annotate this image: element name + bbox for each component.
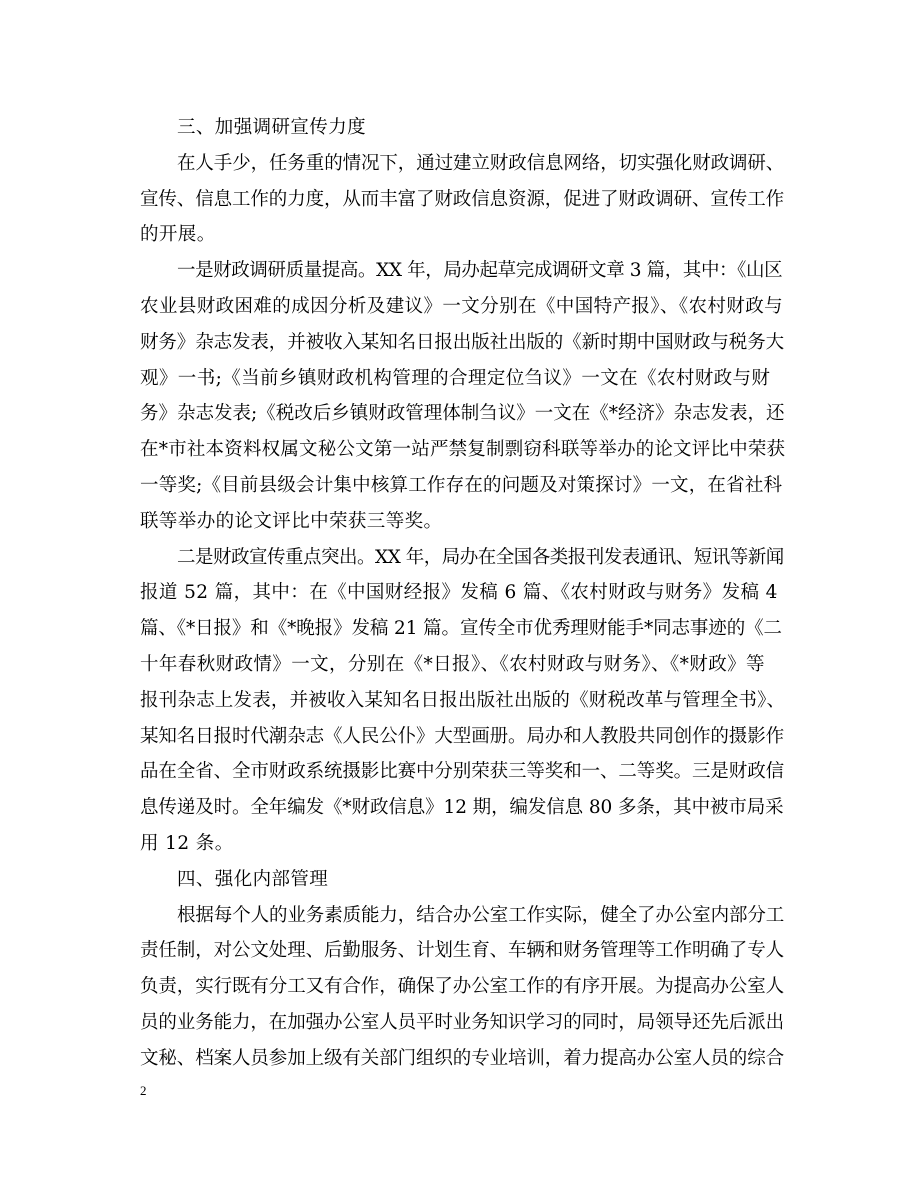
text-line: 在人手少，任务重的情况下，通过建立财政信息网络，切实强化财政调研、 bbox=[177, 152, 785, 174]
text-line: 负责，实行既有分工又有合作，确保了办公室工作的有序开展。为提高办公室人 bbox=[140, 976, 785, 998]
text-line: 一是财政调研质量提高。XX 年，局办起草完成调研文章 3 篇，其中：《山区 bbox=[177, 260, 783, 282]
text-line: 员的业务能力，在加强办公室人员平时业务知识学习的同时，局领导还先后派出 bbox=[140, 1011, 785, 1033]
paragraph-research bbox=[140, 253, 785, 539]
text-line: 十年春秋财政情》一文，分别在《*日报》、《农村财政与财务》、《*财政》等 bbox=[140, 653, 765, 675]
text-line: 根据每个人的业务素质能力，结合办公室工作实际，健全了办公室内部分工 bbox=[177, 904, 785, 926]
paragraph-publicity bbox=[140, 540, 785, 862]
text-line: 品在全省、全市财政系统摄影比赛中分别荣获三等奖和一、二等奖。三是财政信 bbox=[140, 761, 785, 783]
text-line: 三、加强调研宣传力度 bbox=[177, 117, 367, 138]
text-line: 报道 52 篇，其中：在《中国财经报》发稿 6 篇、《农村财政与财务》发稿 4 bbox=[140, 582, 778, 604]
section-heading-3 bbox=[140, 110, 785, 146]
text-line: 农业县财政困难的成因分析及建议》一文分别在《中国特产报》、《农村财政与 bbox=[140, 295, 784, 317]
section-heading-4 bbox=[140, 862, 785, 898]
paragraph-management bbox=[140, 898, 785, 1077]
text-line: 篇、《*日报》和《*晚报》发稿 21 篇。宣传全市优秀理财能手*同志事迹的《二 bbox=[140, 618, 782, 640]
text-line: 在*市社本资料权属文秘公文第一站严禁复制剽窃科联等举办的论文评比中荣获 bbox=[140, 439, 786, 461]
text-line: 观》一书;《当前乡镇财政机构管理的合理定位刍议》一文在《农村财政与财 bbox=[140, 367, 771, 389]
text-line: 某知名日报时代潮杂志《人民公仆》大型画册。局办和人教股共同创作的摄影作 bbox=[140, 725, 785, 747]
text-line: 责任制，对公文处理、后勤服务、计划生育、车辆和财务管理等工作明确了专人 bbox=[140, 940, 785, 962]
text-line: 联等举办的论文评比中荣获三等奖。 bbox=[140, 510, 443, 532]
text-line: 财务》杂志发表，并被收入某知名日报出版社出版的《新时期中国财政与税务大 bbox=[140, 331, 785, 353]
document-body bbox=[140, 110, 785, 1077]
text-line: 的开展。 bbox=[140, 224, 216, 246]
page-number: 2 bbox=[140, 1083, 147, 1098]
text-line: 文秘、档案人员参加上级有关部门组织的专业培训，着力提高办公室人员的综合 bbox=[140, 1047, 785, 1069]
text-line: 宣传、信息工作的力度，从而丰富了财政信息资源，促进了财政调研、宣传工作 bbox=[140, 188, 785, 210]
text-line: 一等奖;《目前县级会计集中核算工作存在的问题及对策探讨》一文，在省社科 bbox=[140, 474, 783, 496]
text-line: 报刊杂志上发表，并被收入某知名日报出版社出版的《财税改革与管理全书》、 bbox=[140, 689, 786, 711]
text-line: 二是财政宣传重点突出。XX 年，局办在全国各类报刊发表通讯、短讯等新闻 bbox=[177, 546, 784, 568]
text-line: 四、强化内部管理 bbox=[177, 868, 329, 890]
text-line: 用 12 条。 bbox=[140, 832, 234, 854]
text-line: 息传递及时。全年编发《*财政信息》12 期，编发信息 80 多条，其中被市局采 bbox=[140, 797, 784, 819]
paragraph-intro bbox=[140, 146, 785, 253]
text-line: 务》杂志发表;《税改后乡镇财政管理体制刍议》一文在《*经济》杂志发表，还 bbox=[140, 403, 785, 425]
